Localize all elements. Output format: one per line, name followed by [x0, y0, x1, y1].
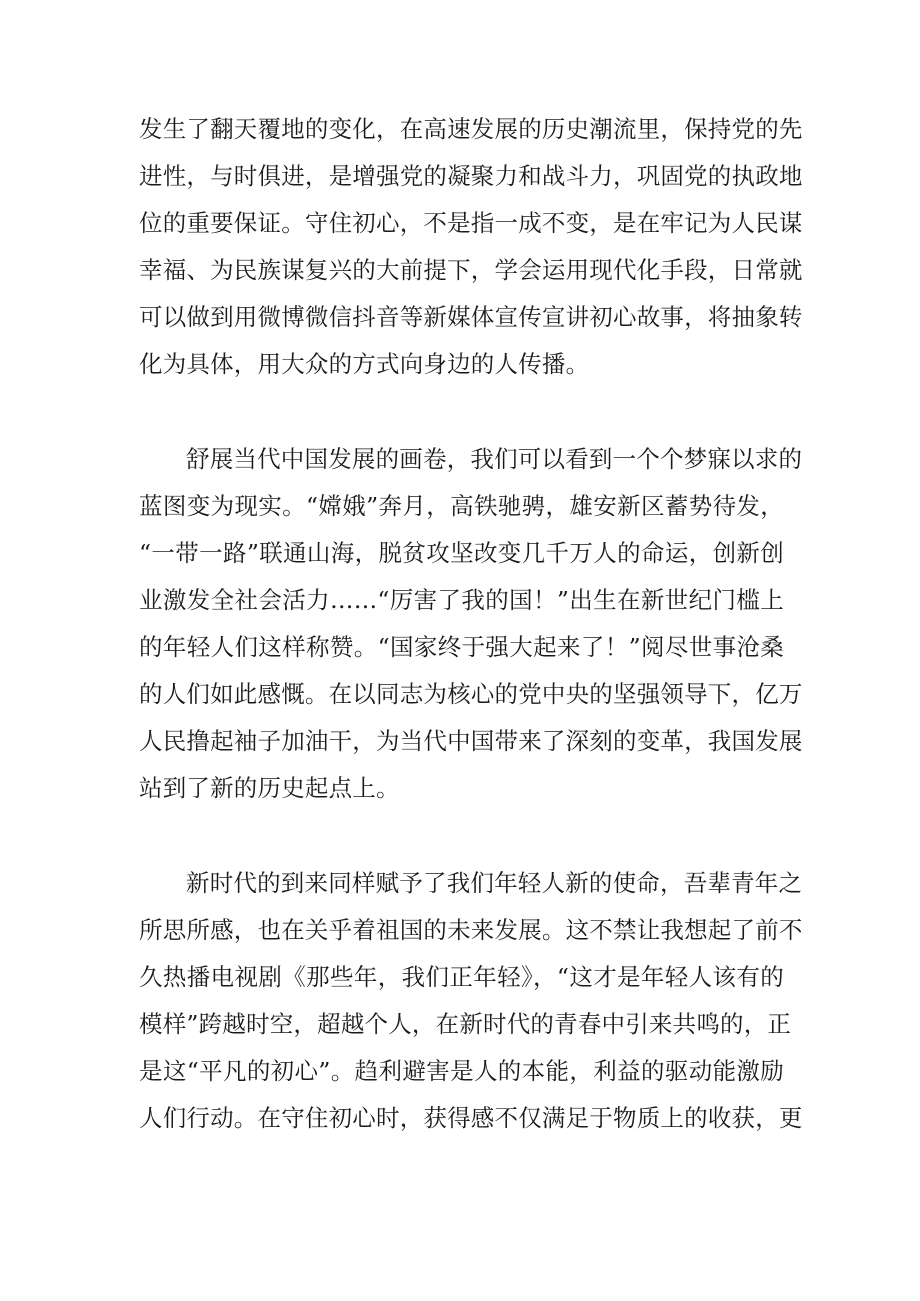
text-line: 蓝图变为现实。“嫦娥”奔月，高铁驰骋，雄安新区蓄势待发，	[139, 492, 784, 520]
text-line: 化为具体，用大众的方式向身边的人传播。	[139, 350, 590, 378]
text-line: 的人们如此感慨。在以同志为核心的党中央的坚强领导下，亿万	[139, 680, 803, 708]
text-line: 可以做到用微博微信抖音等新媒体宣传宣讲初心故事，将抽象转	[139, 303, 803, 331]
text-line: 久热播电视剧《那些年，我们正年轻》，“这才是年轻人该有的	[139, 963, 784, 991]
text-line: 人们行动。在守住初心时，获得感不仅满足于物质上的收获，更	[139, 1104, 803, 1132]
text-line: 人民撸起袖子加油干，为当代中国带来了深刻的变革，我国发展	[139, 727, 803, 755]
paragraph-2	[139, 436, 803, 812]
text-line: 幸福、为民族谋复兴的大前提下，学会运用现代化手段，日常就	[139, 256, 803, 284]
text-line: 的年轻人们这样称赞。“国家终于强大起来了！”阅尽世事沧桑	[139, 633, 784, 661]
text-line: 模样”跨越时空，超越个人，在新时代的青春中引来共鸣的，正	[139, 1010, 792, 1038]
text-line: 进性，与时俱进，是增强党的凝聚力和战斗力，巩固党的执政地	[139, 162, 803, 190]
text-line: 站到了新的历史起点上。	[139, 774, 400, 802]
text-line: 发生了翻天覆地的变化，在高速发展的历史潮流里，保持党的先	[139, 115, 803, 143]
text-line: 是这“平凡的初心”。趋利避害是人的本能，利益的驱动能激励	[139, 1057, 784, 1085]
paragraph-3	[139, 860, 803, 1142]
text-line: 业激发全社会活力……“厉害了我的国！”出生在新世纪门槛上	[139, 586, 784, 614]
text-line: 位的重要保证。守住初心，不是指一成不变，是在牢记为人民谋	[139, 209, 803, 237]
text-line: 新时代的到来同样赋予了我们年轻人新的使命，吾辈青年之	[186, 869, 803, 897]
text-line: 舒展当代中国发展的画卷，我们可以看到一个个梦寐以求的	[186, 445, 803, 473]
text-line: “一带一路”联通山海，脱贫攻坚改变几千万人的命运，创新创	[139, 539, 784, 567]
paragraph-1	[139, 106, 803, 388]
text-line: 所思所感，也在关乎着祖国的未来发展。这不禁让我想起了前不	[139, 916, 803, 944]
